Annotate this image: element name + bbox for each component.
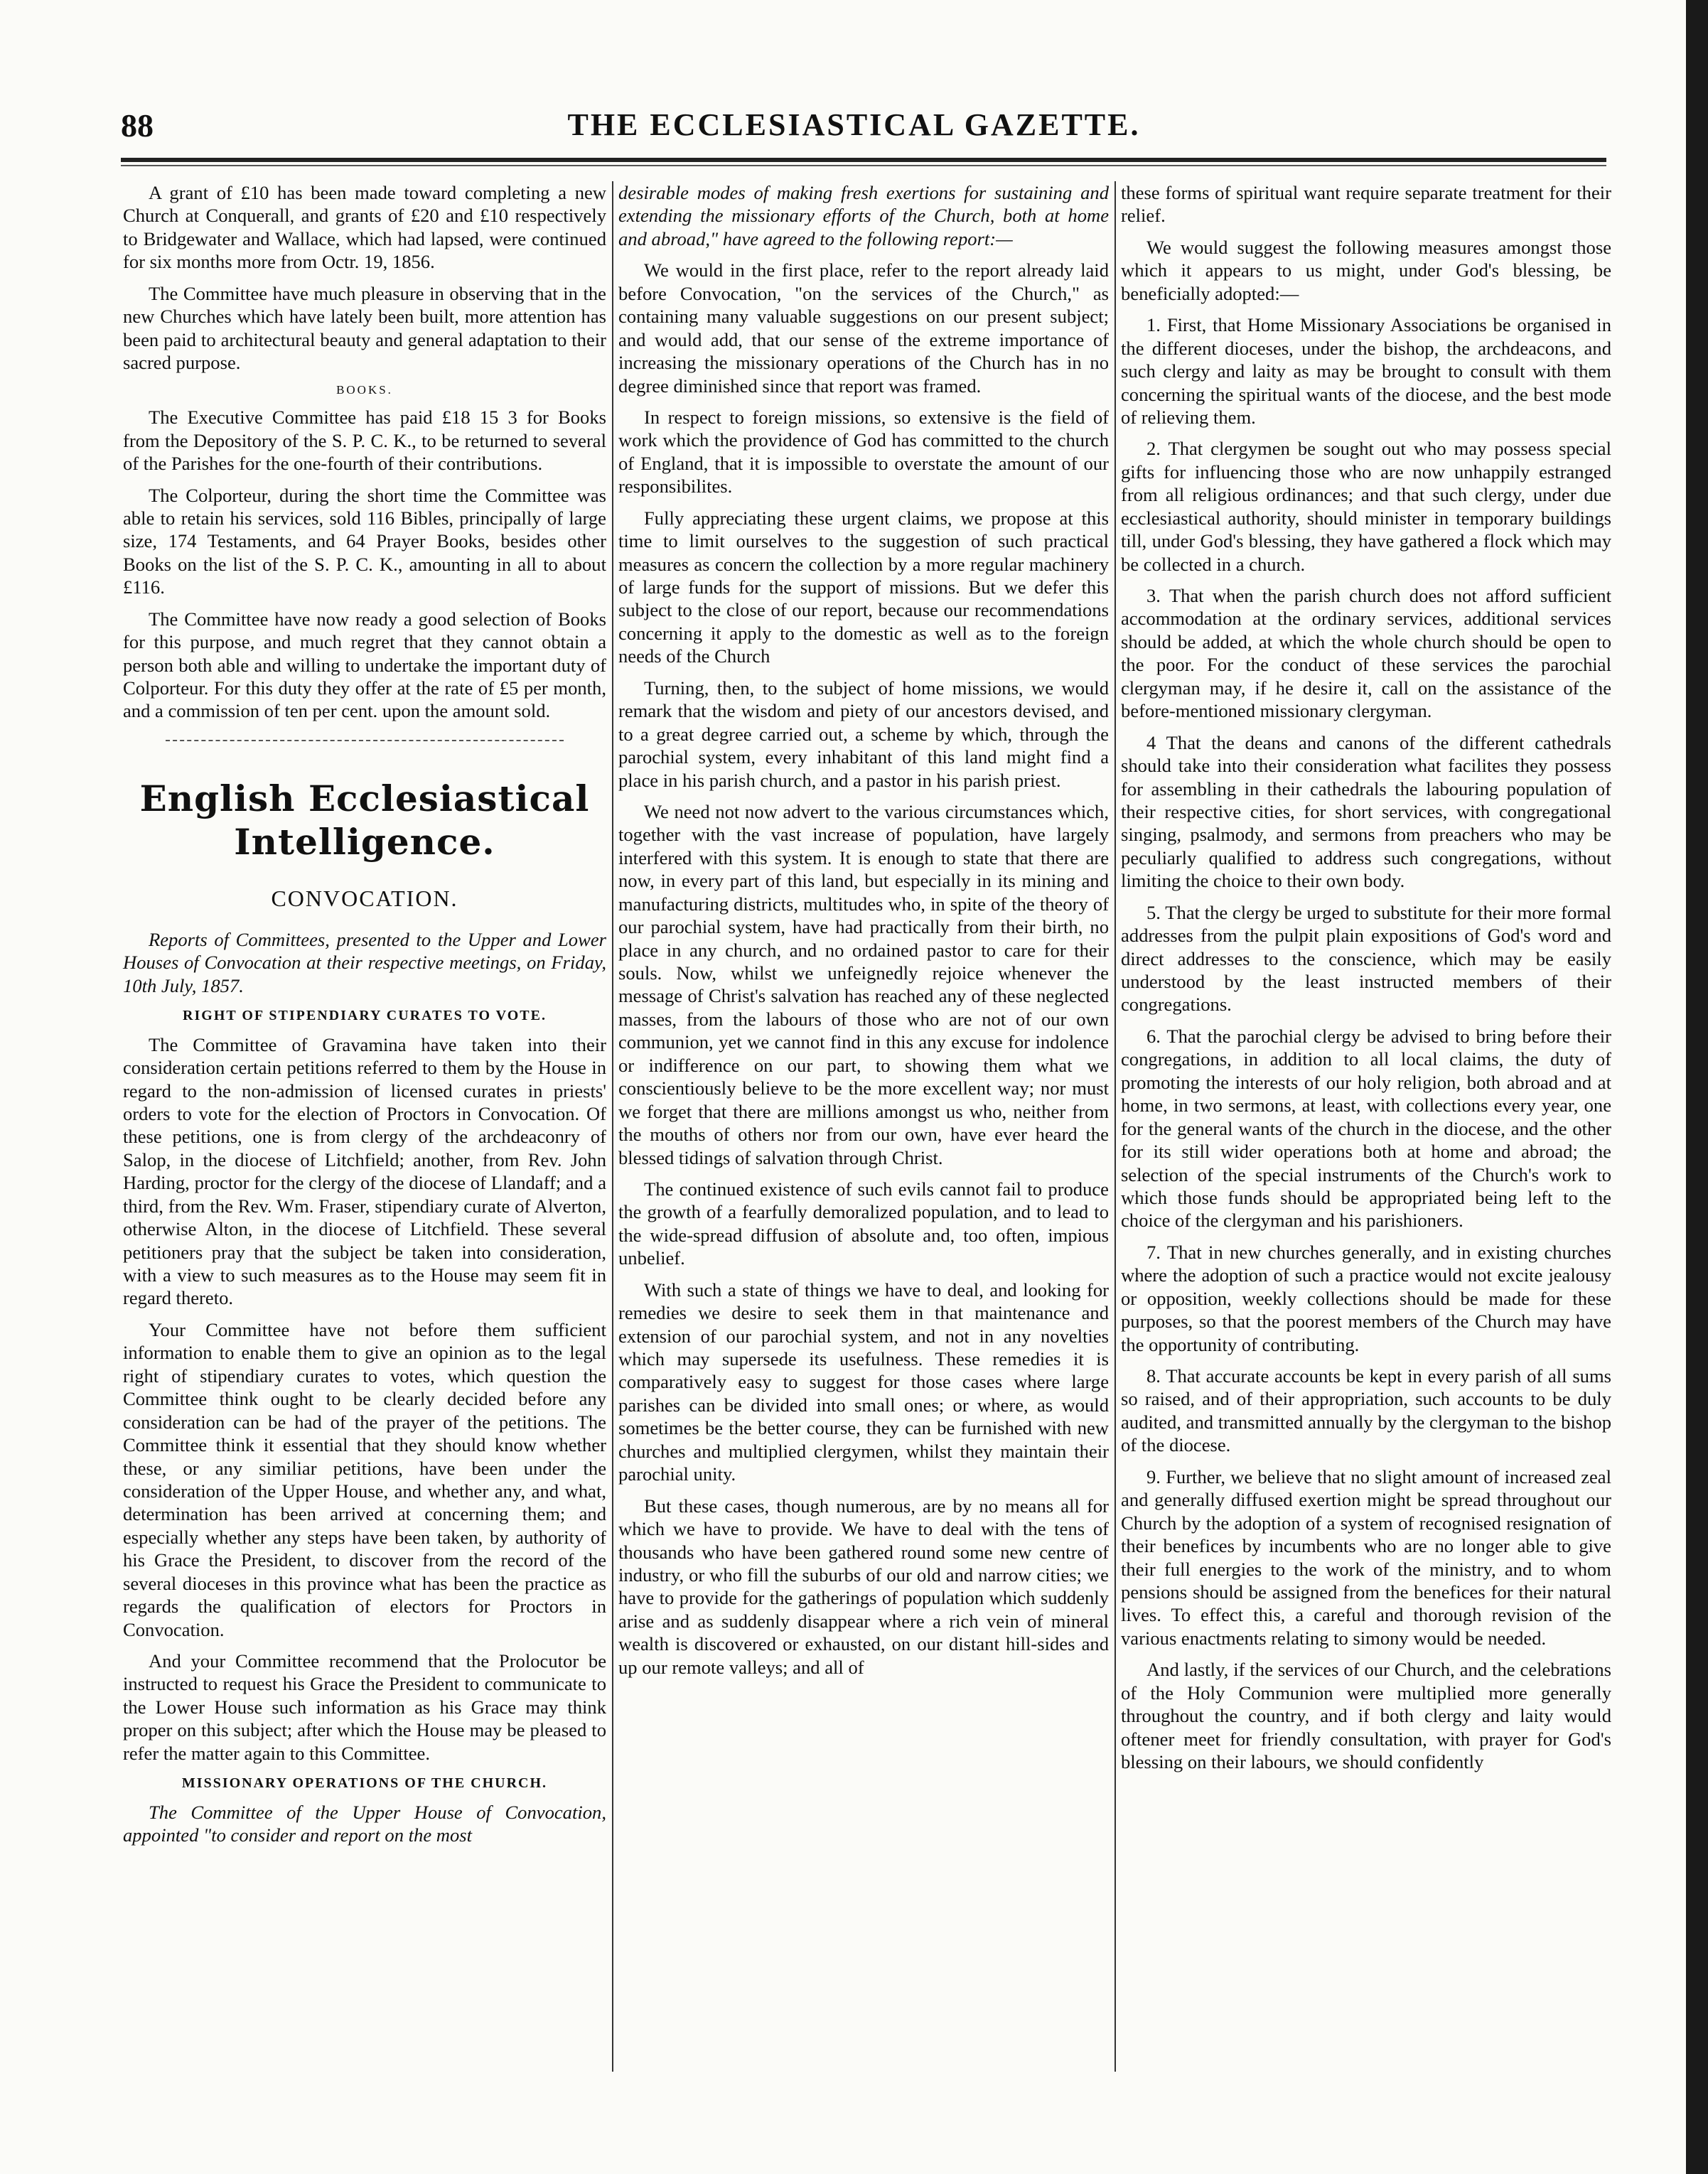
paragraph: And your Committee recommend that the Prolocutor be instructed to request his Grace the President to communicate to the Lower House such information as his Grace may think proper on this subject; after which the House may be pleased to refer the matter again to this Committee. [123,1650,606,1764]
paragraph: 6. That the parochial clergy be advised to bring before their congregations, in addition to all local claims, the duty of promoting the interests of our holy religion, both abroad and at home, in two sermons, at least, with collections every year, one for the general wants of the church in the diocese, and the other for its still wider operations both at home and abroad; the selection of the special instruments of the Church's work to which those funds should be appropriated being left to the choice of the clergyman and his parishioners. [1121,1025,1611,1232]
paragraph: The Colporteur, during the short time the Committee was able to retain his services, sold 116 Bibles, principally of large size, 174 Testaments, and 64 Prayer Books, besides other Books on the list of the S. P. C. K., amounting in all to about £116. [123,484,606,598]
paragraph: We would in the first place, refer to the report already laid before Convocation, "on the services of the Church," as containing many valuable suggestions on our present subject; and would add, that our sense of the extreme importance of increasing the missionary operations of the Church has in no degree diminished since that report was framed. [618,259,1109,397]
paragraph: We need not now advert to the various circumstances which, together with the vast increase of population, have largely interfered with this system. It is enough to state that there are now, in every part of this land, but especially in its mining and manufacturing districts, multitudes who, in spite of the theory of our parochial system, have had practically from their birth, no place in any church, and no ordained pastor to care for their souls. Now, whilst we unfeignedly rejoice whenever the message of Christ's salvation has reached any of these neglected masses, from the labours of those who are not of our own communion, yet we cannot find in this any excuse for indolence or indifference on our part, to showing them what we conscientiously believe to be the more excellent way; nor must we forget that there are millions amongst us who, neither from the mouths of others nor from our own, have ever heard the blessed tidings of salvation through Christ. [618,800,1109,1168]
masthead-title: THE ECCLESIASTICAL GAZETTE. [567,107,1141,142]
paragraph: Turning, then, to the subject of home missions, we would remark that the wisdom and piety of our ancestors devised, and to a great degree carried out, a scheme by which, through the parochial system, every inhabitant of this land might find a place in his parish church, and a pastor in his parish priest. [618,677,1109,791]
page-number: 88 [121,107,154,144]
paragraph: The Committee have much pleasure in observing that in the new Churches which have lately been built, more attention has been paid to architectural beauty and general adaptation to their sacred purpose. [123,282,606,374]
divider [166,740,564,741]
reports-intro: Reports of Committees, presented to the Upper and Lower Houses of Convocation at their respective meetings, on Friday, 10th July, 1857. [123,928,606,996]
paragraph: Your Committee have not before them sufficient information to enable them to give an opinion as to the legal right of stipendiary curates to votes, which question the Committee think ought to be clearly decided before any consideration can be had of the prayer of the petitions. The Committee think it essential that they should know whether these, or any similiar petitions, have been under the consideration of the Upper House, and whether any, and what, determination has been arrived at concerning them; and especially whether any steps have been taken, by authority of his Grace the President, to discover from the record of the several dioceses in this province what has been the practice as regards the qualification of electors for Proctors in Convocation. [123,1318,606,1640]
section-caption: MISSIONARY OPERATIONS OF THE CHURCH. [181,1775,548,1792]
paragraph: 2. That clergymen be sought out who may possess special gifts for influencing those who are now unhappily estranged from all religious ordinances; and that such clergy, under due ecclesiastical authority, should minister in temporary buildings till, under God's blessing, they have gathered a flock which may be collected in a church. [1121,438,1611,575]
paragraph: 3. That when the parish church does not afford sufficient accommodation at the ordinary services, additional services should be added, at which the whole church should be open to the poor. For the conduct of these services the parochial clergyman may, if he desire it, call on the assistance of the before-mentioned missionary clergyman. [1121,585,1611,722]
column-divider [1115,181,1116,2072]
paragraph: A grant of £10 has been made toward completing a new Church at Conquerall, and grants of £20 and £10 respectively to Bridgewater and Wallace, which had lapsed, were continued for six months more from Octr. 19, 1856. [123,182,606,273]
paragraph: 5. That the clergy be urged to substitute for their more formal addresses from the pulpit plain expositions of God's word and direct addresses to the conscience, which may be easily understood by the least instructed members of their congregations. [1121,901,1611,1016]
column-right [1121,181,1611,1782]
paragraph: 1. First, that Home Missionary Associations be organised in the different dioceses, under the bishop, the archdeacons, and such clergy and laity as may be brought to consult with them concerning the spiritual wants of the diocese, and the best mode of relieving them. [1121,314,1611,428]
section-caption: RIGHT OF STIPENDIARY CURATES TO VOTE. [183,1008,547,1024]
column-left [123,181,606,1855]
paragraph: In respect to foreign missions, so extensive is the field of work which the providence of God has committed to the church of England, that it is impossible to overstate the amount of our responsibilites. [618,406,1109,497]
paragraph: And lastly, if the services of our Church, and the celebrations of the Holy Communion were multiplied more generally throughout the country, and if both clergy and laity would oftener meet for friendly consultation, with prayer for God's blessing on their labours, we should confidently [1121,1659,1611,1772]
paragraph: The Executive Committee has paid £18 15 3 for Books from the Depository of the S. P. C. K., to be returned to several of the Parishes for the one-fourth of their contributions. [123,407,606,475]
paragraph: 8. That accurate accounts be kept in every parish of all sums so raised, and of their appropriation, such accounts to be duly audited, and transmitted annually by the clergyman to the bishop of the diocese. [1121,1365,1611,1456]
paragraph: 7. That in new churches generally, and in existing churches where the adoption of such a practice would not excite jealousy or opposition, weekly collections should be made for these purposes, so that the poorest members of the Church may have the opportunity of contributing. [1121,1241,1611,1355]
column-divider [612,181,613,2072]
paragraph: The Committee of Gravamina have taken into their consideration certain petitions referred to them by the House in regard to the non-admission of licensed curates in priests' orders to vote for the election of Proctors in Convocation. Of these petitions, one is from clergy of the archdeaconry of Salop, in the diocese of Litchfield; another, from Rev. John Harding, proctor for the clergy of the diocese of Llandaff; and a third, from the Rev. Wm. Fraser, stipendiary curate of Alverton, otherwise Alton, in the diocese of Litchfield. These several petitioners pray that the subject be taken into consideration, with a view to such measures as to the House may seem fit in regard thereto. [123,1033,606,1309]
header-rule [121,158,1606,162]
paragraph: The Committee of the Upper House of Convocation, appointed "to consider and report on the most [123,1801,606,1846]
section-caption: BOOKS. [336,382,393,397]
paragraph: 4 That the deans and canons of the different cathedrals should take into their consideration what facilites they possess for assembling in their cathedrals the labouring population of their respective cities, for short services, with congregational singing, psalmody, and sermons from preachers who may be peculiarly qualified to address such congregations, without limiting the choice to their own body. [1121,731,1611,892]
paragraph: these forms of spiritual want require separate treatment for their relief. [1121,182,1611,227]
header-rule-thin [121,165,1606,166]
subsection-heading: CONVOCATION. [271,885,458,911]
column-middle [618,181,1109,1687]
paragraph: desirable modes of making fresh exertions for sustaining and extending the missionary efforts of the Church, both at home and abroad," have agreed to the following report:— [618,182,1109,249]
paragraph: 9. Further, we believe that no slight amount of increased zeal and generally diffused exertion might be spread throughout our Church by the adoption of a system of recognised resignation of their benefices by incumbents who are no longer able to give their full energies to the work of the ministry, and to whom pensions should be assigned from the benefices for their natural lives. To effect this, a careful and thorough revision of the various enactments relating to simony would be needed. [1121,1465,1611,1649]
paragraph: With such a state of things we have to deal, and looking for remedies we desire to seek them in that maintenance and extension of our parochial system, and not in any novelties which may supersede its usefulness. These remedies it is comparatively easy to suggest for those cases where large parishes can be divided into small ones; or where, as would sometimes be the better course, they can be furnished with new churches and multiplied clergymen, whilst they maintain their parochial unity. [618,1279,1109,1485]
binding-edge [1686,0,1708,2174]
paragraph: The Committee have now ready a good selection of Books for this purpose, and much regret that they cannot obtain a person both able and willing to undertake the important duty of Colporteur. For this duty they offer at the rate of £5 per month, and a commission of ten per cent. upon the amount sold. [123,608,606,722]
paragraph: Fully appreciating these urgent claims, we propose at this time to limit ourselves to the suggestion of such practical measures as concern the collection by a more regular machinery of large funds for the support of missions. But we defer this subject to the close of our report, because our recommendations concerning it apply to the domestic as well as to the foreign needs of the Church [618,507,1109,667]
paragraph: We would suggest the following measures amongst those which it appears to us might, under God's blessing, be beneficially adopted:— [1121,236,1611,304]
paragraph: But these cases, though numerous, are by no means all for which we have to provide. We have to deal with the tens of thousands who have been gathered round some new centre of industry, or who fill the suburbs of our old and narrow cities; we have to provide for the gatherings of population which suddenly arise and as suddenly disappear where a rich vein of mineral wealth is discovered or exhausted, on our distant hill-sides and up our remote valleys; and all of [618,1495,1109,1678]
section-heading: English Ecclesiastical Intelligence. [139,777,590,863]
paragraph: The continued existence of such evils cannot fail to produce the growth of a fearfully demoralized population, and to lead to the wide-spread diffusion of absolute and, too often, impious unbelief. [618,1178,1109,1269]
